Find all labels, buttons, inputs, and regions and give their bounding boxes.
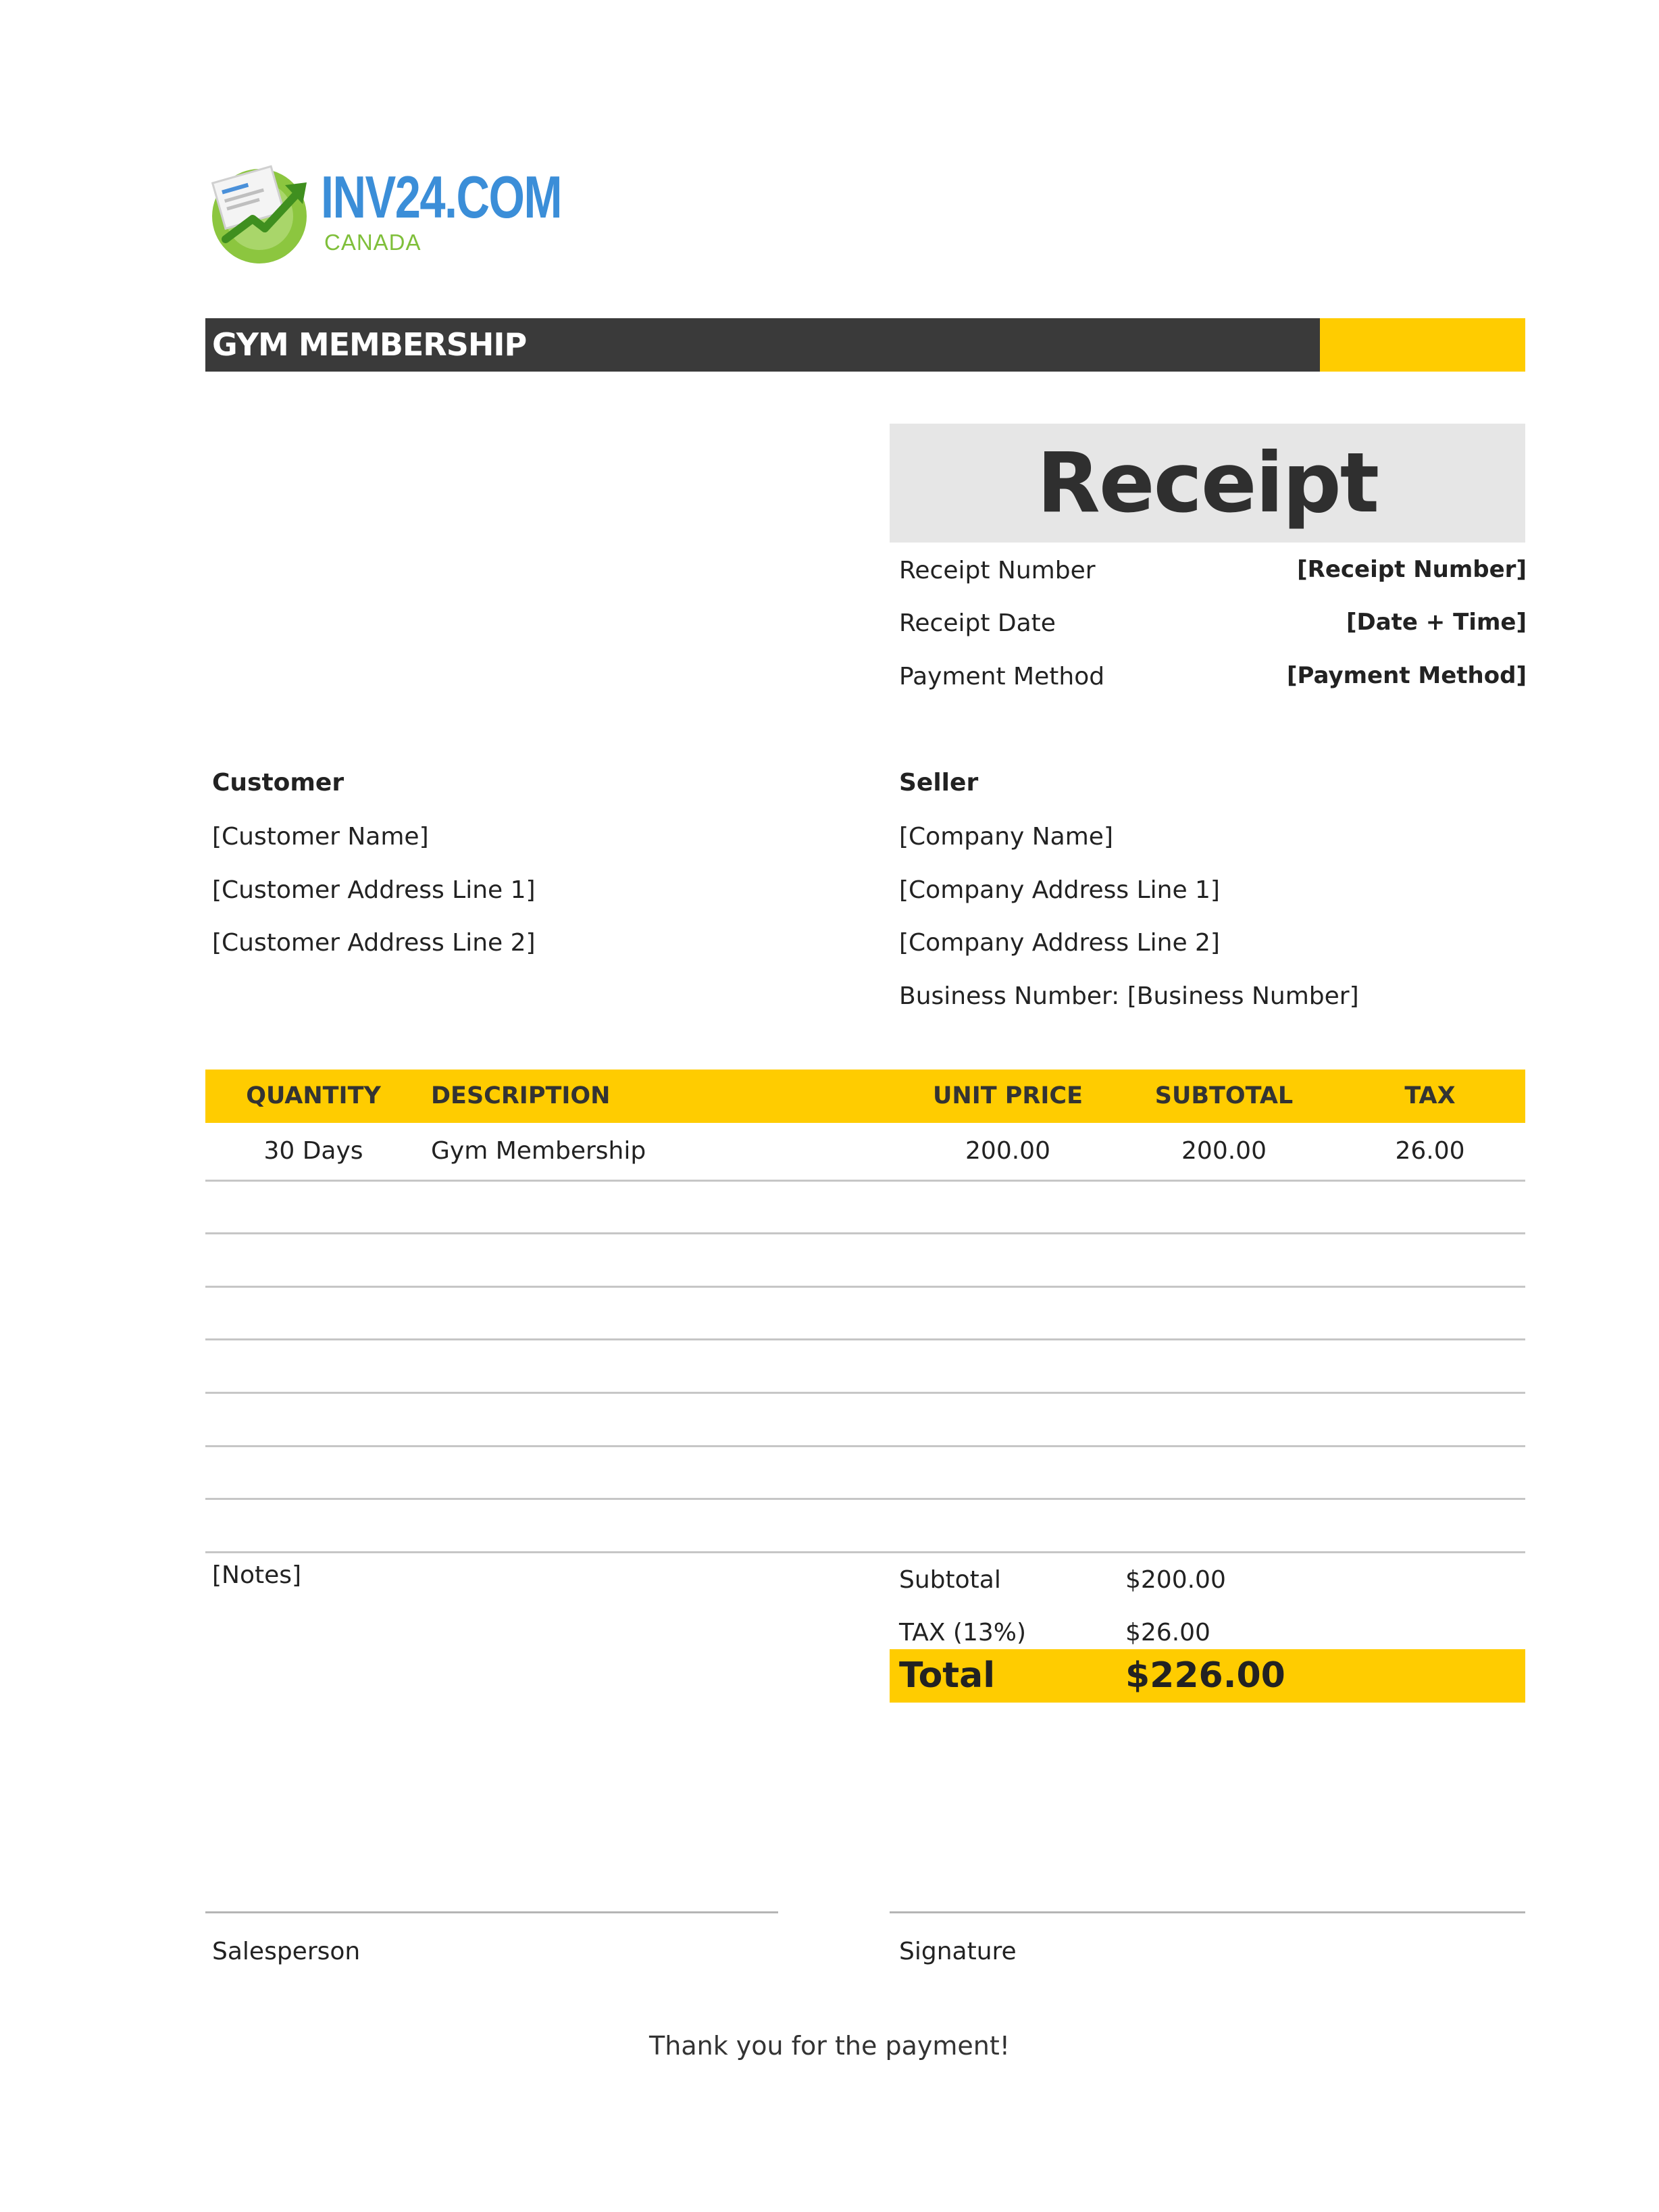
receipt-number-label: Receipt Number bbox=[899, 557, 1096, 584]
salesperson-label: Salesperson bbox=[212, 1938, 361, 1965]
banner-accent-block bbox=[1320, 318, 1525, 372]
company-address-line-2: [Company Address Line 2] bbox=[899, 929, 1220, 957]
business-number: Business Number: [Business Number] bbox=[899, 982, 1359, 1010]
logo-subtitle: CANADA bbox=[324, 230, 422, 255]
logo-wordmark: INV24.COM bbox=[321, 164, 561, 230]
row-tax: 26.00 bbox=[1395, 1137, 1465, 1165]
row-description: Gym Membership bbox=[431, 1137, 646, 1165]
customer-address-line-1: [Customer Address Line 1] bbox=[212, 876, 536, 904]
payment-method-value: [Payment Method] bbox=[1287, 662, 1527, 689]
row-quantity: 30 Days bbox=[263, 1137, 363, 1165]
row-subtotal: 200.00 bbox=[1181, 1137, 1267, 1165]
customer-name: [Customer Name] bbox=[212, 823, 429, 851]
payment-method-label: Payment Method bbox=[899, 663, 1105, 690]
table-row-divider bbox=[205, 1392, 1525, 1394]
table-row-divider bbox=[205, 1445, 1525, 1447]
subtotal-value: $200.00 bbox=[1125, 1566, 1226, 1594]
total-label: Total bbox=[899, 1655, 996, 1696]
table-header-row bbox=[205, 1070, 1525, 1123]
receipt-date-value: [Date + Time] bbox=[1346, 609, 1527, 636]
customer-address-line-2: [Customer Address Line 2] bbox=[212, 929, 536, 957]
tax-value: $26.00 bbox=[1125, 1619, 1210, 1647]
receipt-title: Receipt bbox=[1036, 435, 1379, 531]
salesperson-signature-line bbox=[205, 1911, 778, 1913]
subtotal-label: Subtotal bbox=[899, 1566, 1001, 1594]
receipt-number-value: [Receipt Number] bbox=[1297, 556, 1527, 583]
signature-label: Signature bbox=[899, 1938, 1017, 1965]
column-header-unit-price: UNIT PRICE bbox=[932, 1082, 1083, 1109]
table-row-divider bbox=[205, 1551, 1525, 1553]
row-unit-price: 200.00 bbox=[965, 1137, 1050, 1165]
customer-signature-line bbox=[890, 1911, 1525, 1913]
company-address-line-1: [Company Address Line 1] bbox=[899, 876, 1220, 904]
seller-heading: Seller bbox=[899, 769, 979, 797]
column-header-subtotal: SUBTOTAL bbox=[1154, 1082, 1294, 1109]
table-row-divider bbox=[205, 1232, 1525, 1234]
column-header-description: DESCRIPTION bbox=[431, 1082, 611, 1109]
total-value: $226.00 bbox=[1125, 1655, 1285, 1696]
tax-label: TAX (13%) bbox=[899, 1619, 1027, 1647]
table-row-divider bbox=[205, 1338, 1525, 1340]
customer-heading: Customer bbox=[212, 769, 344, 797]
company-name: [Company Name] bbox=[899, 823, 1114, 851]
thank-you-message: Thank you for the payment! bbox=[649, 2031, 1010, 2061]
table-row-divider bbox=[205, 1286, 1525, 1288]
receipt-date-label: Receipt Date bbox=[899, 609, 1056, 637]
table-row-divider bbox=[205, 1180, 1525, 1182]
column-header-tax: TAX bbox=[1404, 1082, 1456, 1109]
notes-text: [Notes] bbox=[212, 1561, 302, 1589]
table-row-divider bbox=[205, 1498, 1525, 1500]
logo-emblem-icon bbox=[205, 158, 313, 266]
document-category-title: GYM MEMBERSHIP bbox=[212, 326, 527, 363]
column-header-quantity: QUANTITY bbox=[246, 1082, 381, 1109]
